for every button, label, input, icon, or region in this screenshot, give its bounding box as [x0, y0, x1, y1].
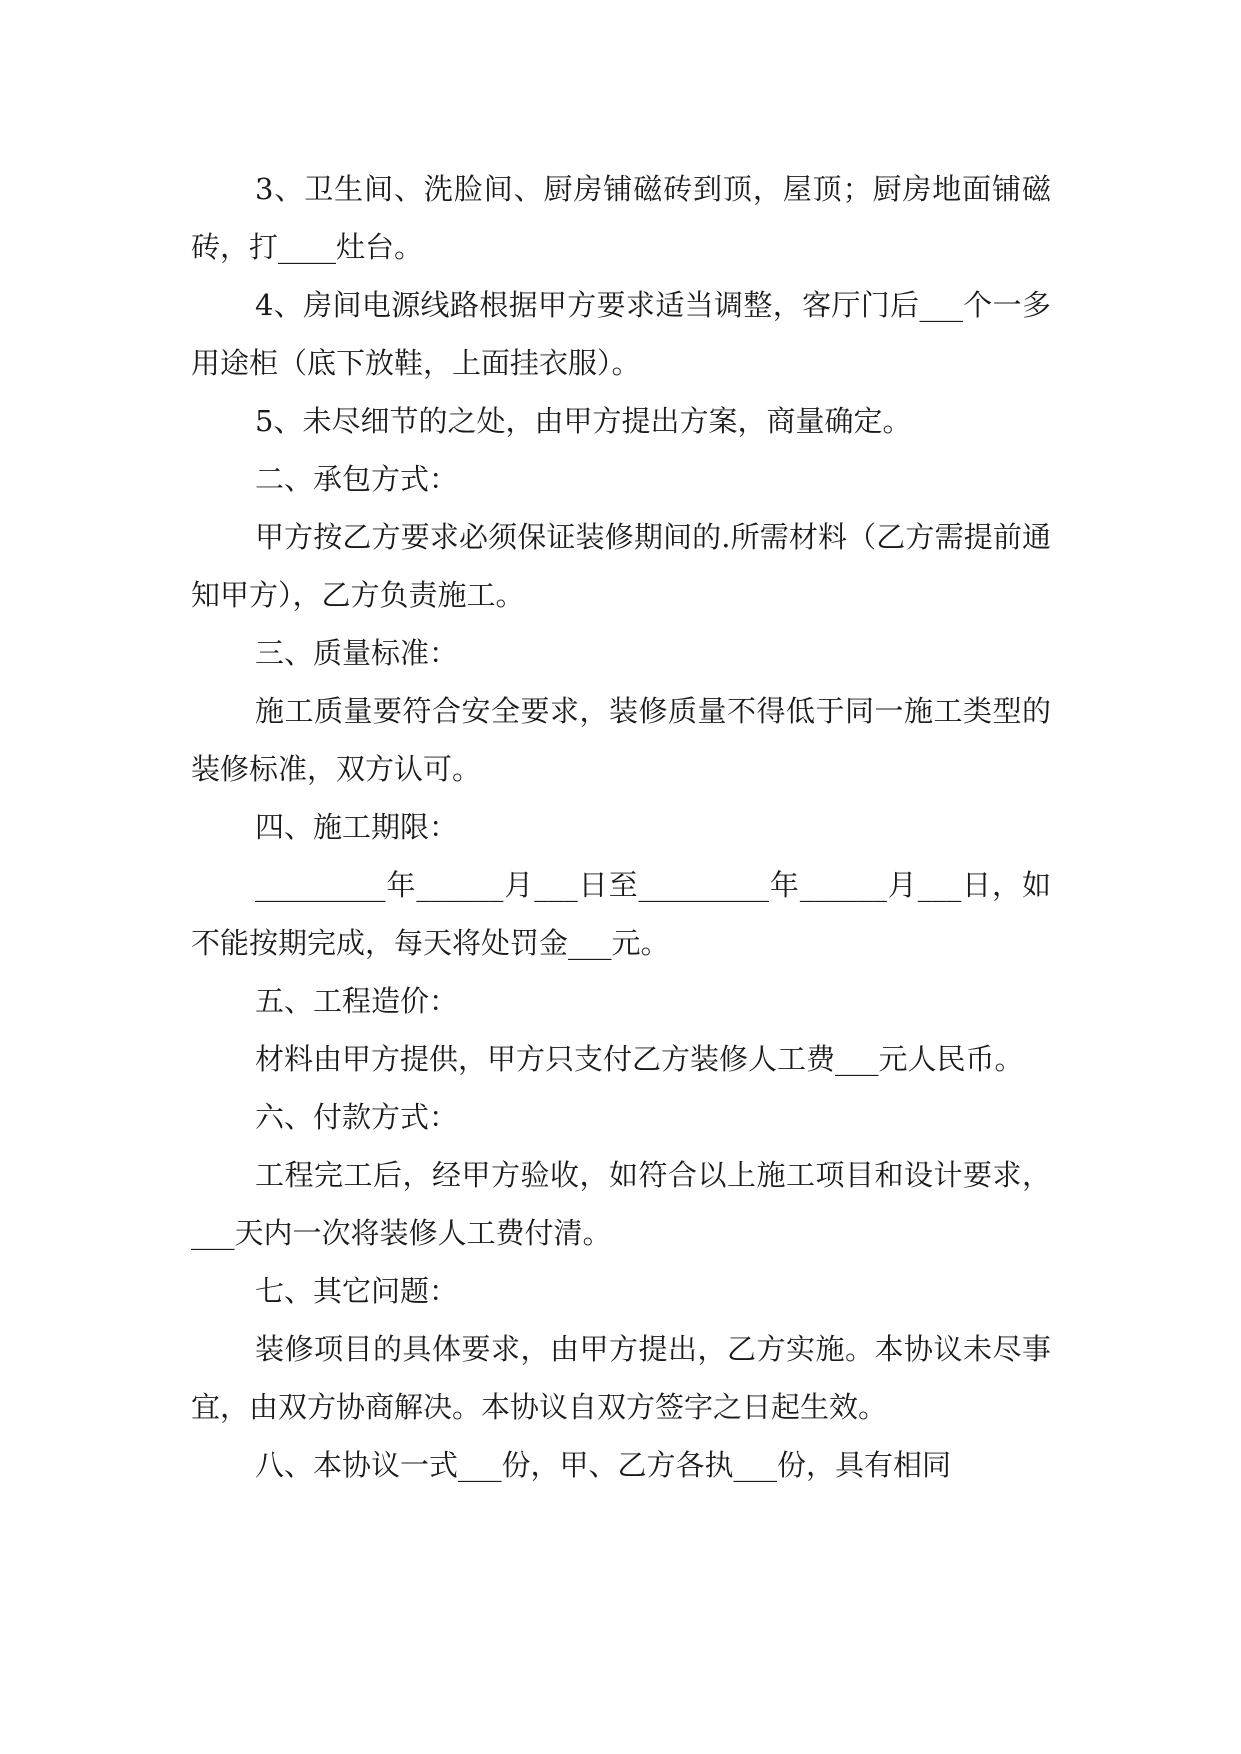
other-issues-text: 装修项目的具体要求，由甲方提出，乙方实施。本协议未尽事宜，由双方协商解决。本协议自双方签字之日起生效。	[191, 1332, 1051, 1424]
clause-4-wiring: 4、房间电源线路根据甲方要求适当调整，客厅门后___个一多用途柜（底下放鞋，上面挂衣服）。	[191, 288, 1051, 380]
section-heading-project-cost: 五、工程造价：	[255, 984, 459, 1018]
project-cost-text: 材料由甲方提供，甲方只支付乙方装修人工费___元人民币。	[255, 1042, 1024, 1076]
clause-5-details: 5、未尽细节的之处，由甲方提出方案，商量确定。	[255, 404, 912, 438]
contract-method-text: 甲方按乙方要求必须保证装修期间的.所需材料（乙方需提前通知甲方），乙方负责施工。	[191, 520, 1051, 612]
section-heading-construction-period: 四、施工期限：	[255, 810, 459, 844]
payment-method-text: 工程完工后，经甲方验收，如符合以上施工项目和设计要求，___天内一次将装修人工费付清。	[191, 1158, 1051, 1250]
section-heading-payment-method: 六、付款方式：	[255, 1100, 459, 1134]
section-eight-copies: 八、本协议一式___份，甲、乙方各执___份，具有相同	[255, 1448, 952, 1482]
section-heading-other-issues: 七、其它问题：	[255, 1274, 459, 1308]
document-body	[191, 160, 1051, 1494]
section-heading-quality-standard: 三、质量标准：	[255, 636, 459, 670]
construction-period-text: _________年______月___日至_________年______月___日，如不能按期完成，每天将处罚金___元。	[191, 868, 1051, 960]
section-heading-contract-method: 二、承包方式：	[255, 462, 459, 496]
quality-standard-text: 施工质量要符合安全要求，装修质量不得低于同一施工类型的装修标准，双方认可。	[191, 694, 1051, 786]
clause-3-tiling: 3、卫生间、洗脸间、厨房铺磁砖到顶，屋顶；厨房地面铺磁砖，打____灶台。	[191, 172, 1051, 264]
